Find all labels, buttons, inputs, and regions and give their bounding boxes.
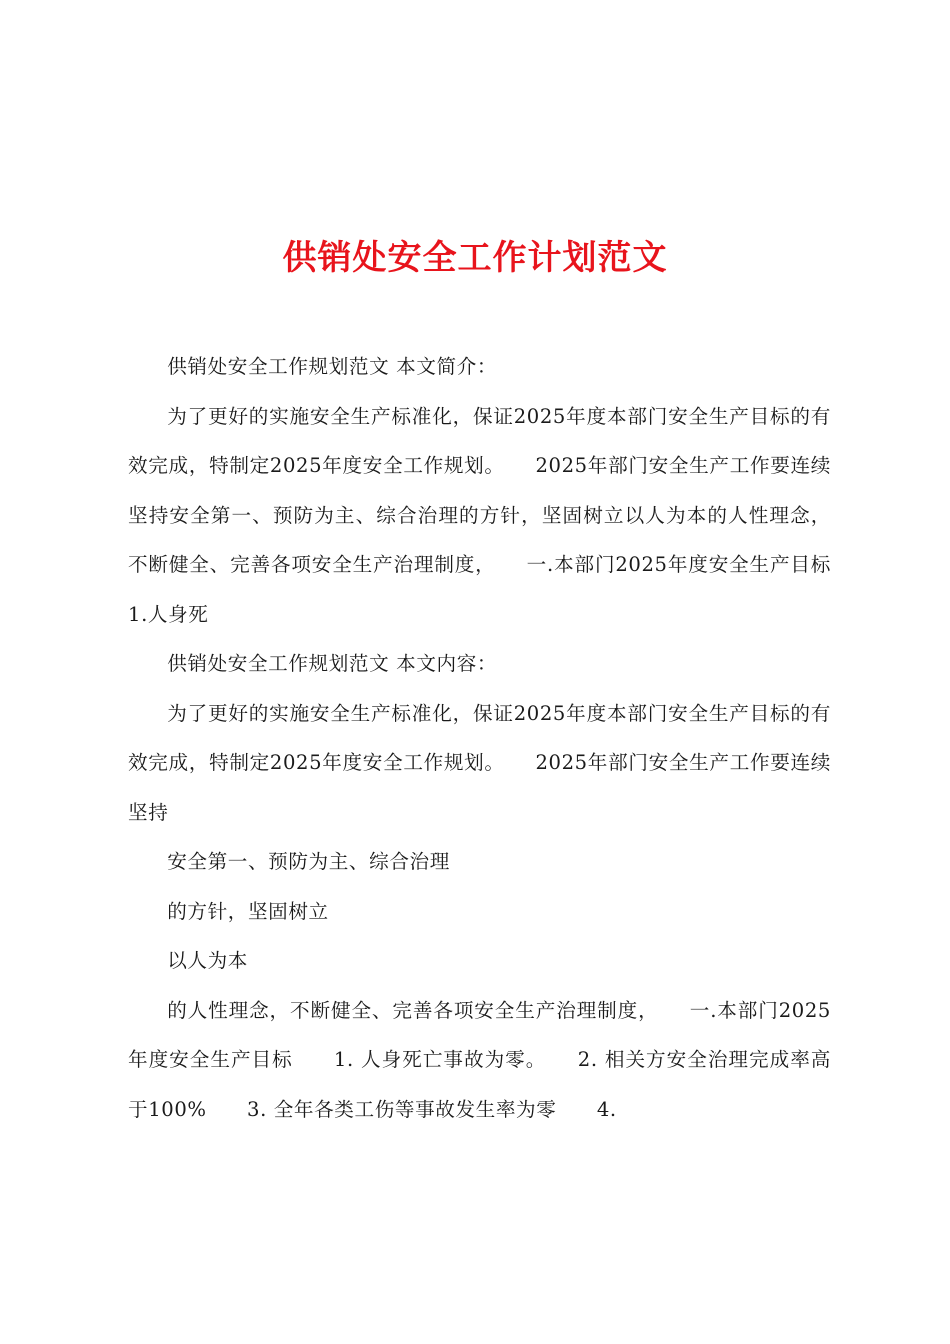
paragraph-content-policy: 安全第一、预防为主、综合治理 <box>167 850 450 873</box>
document-title: 供销处安全工作计划范文 <box>282 237 668 278</box>
paragraph-summary-text: 为了更好的实施安全生产标准化，保证2025年度本部门安全生产目标的有效完成，特制定2025年度安全工作规划。 2025年部门安全生产工作要连续坚持安全第一、预防为主、综合治理的方针，坚固树立以人为本的人性理念，不断健全、完善各项安全生产治理制度， 一.本部门2025年度安全生产目标 1.人身死 <box>128 404 872 626</box>
paragraph-content-heading: 供销处安全工作规划范文 本文内容： <box>167 652 498 675</box>
paragraph-summary-heading: 供销处安全工作规划范文 本文简介： <box>167 355 498 378</box>
paragraph-content-goals: 的人性理念，不断健全、完善各项安全生产治理制度， 一.本部门2025年度安全生产目标 1. 人身死亡事故为零。 2. 相关方安全治理完成率高于100% 3. 全年各类工伤等事故发生率为零 4. <box>128 998 831 1121</box>
paragraph-content-intro: 为了更好的实施安全生产标准化，保证2025年度本部门安全生产目标的有效完成，特制定2025年度安全工作规划。 2025年部门安全生产工作要连续坚持 <box>128 701 831 824</box>
paragraph-content-people: 以人为本 <box>167 949 248 972</box>
document-body <box>128 342 872 1134</box>
paragraph-content-guideline: 的方针，坚固树立 <box>167 899 329 923</box>
